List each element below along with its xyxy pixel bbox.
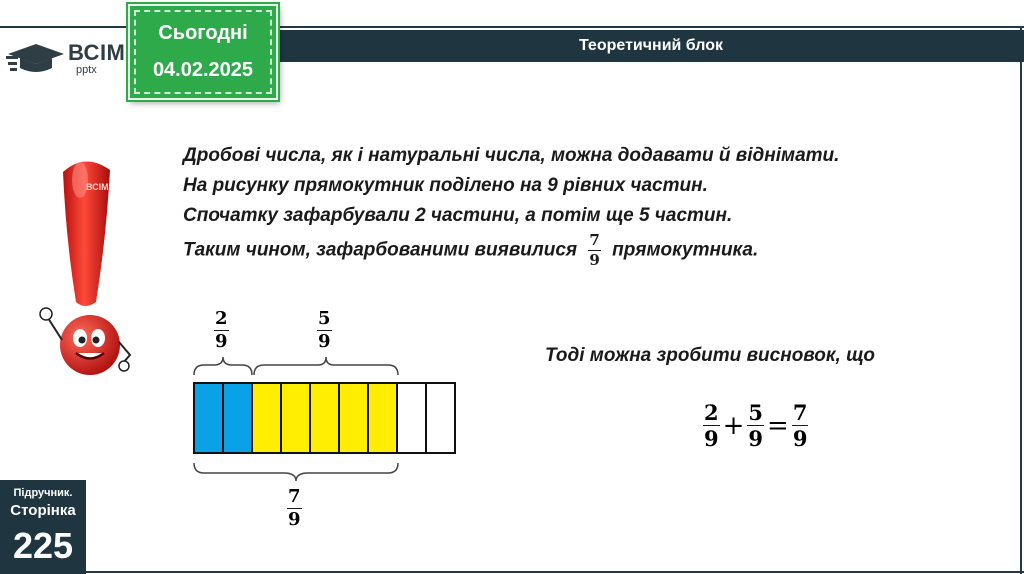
graduation-cap-icon bbox=[6, 42, 68, 78]
equation-result-numerator: 7 bbox=[792, 400, 808, 425]
paragraph-line-1: Дробові числа, як і натуральні числа, можна додавати й віднімати. bbox=[183, 145, 840, 166]
top-right-fraction-numerator: 5 bbox=[318, 308, 331, 329]
top-right-fraction-denominator: 9 bbox=[318, 331, 331, 352]
bar-cell bbox=[194, 383, 223, 453]
equation-term-b bbox=[747, 402, 764, 449]
page-label: Сторінка bbox=[10, 502, 76, 519]
bar-cell bbox=[426, 383, 455, 453]
exclamation-mascot-icon bbox=[30, 150, 140, 380]
paragraph-line-2: На рисунку прямокутник поділено на 9 рівних частин. bbox=[183, 175, 708, 196]
textbook-label: Підручник. bbox=[13, 487, 73, 499]
bar-cell bbox=[397, 383, 426, 453]
plus-sign: + bbox=[722, 410, 745, 441]
logo-subtext: pptx bbox=[76, 64, 97, 76]
top-left-fraction bbox=[214, 310, 229, 351]
equation-term-b-numerator: 5 bbox=[748, 400, 764, 425]
conclusion-text: Тоді можна зробити висновок, що bbox=[545, 345, 875, 366]
bar-cell bbox=[252, 383, 281, 453]
date-badge-label: Сьогодні bbox=[158, 22, 248, 44]
equation bbox=[703, 402, 808, 449]
equation-result bbox=[792, 402, 809, 449]
paragraph-line-3: Спочатку зафарбували 2 частини, а потім ще 5 частин. bbox=[183, 205, 733, 226]
section-title-bar bbox=[278, 30, 1024, 62]
bottom-fraction bbox=[287, 488, 302, 529]
bar-cell bbox=[223, 383, 252, 453]
bottom-brace bbox=[194, 463, 398, 481]
date-badge bbox=[128, 4, 278, 100]
bottom-fraction-numerator: 7 bbox=[288, 486, 301, 507]
paragraph-line-4-start: Таким чином, зафарбованими виявилися bbox=[183, 239, 578, 261]
equals-sign: = bbox=[767, 410, 789, 441]
logo-text: ВСІМ bbox=[68, 40, 126, 65]
bar-cell bbox=[339, 383, 368, 453]
equation-term-a-denominator: 9 bbox=[704, 426, 719, 451]
logo bbox=[6, 38, 126, 78]
frame-bottom-line bbox=[0, 571, 1024, 573]
paragraph-line-4-end: прямокутника. bbox=[612, 239, 759, 261]
equation-result-denominator: 9 bbox=[792, 426, 808, 451]
bottom-fraction-denominator: 9 bbox=[288, 509, 301, 530]
mascot-badge-text: ВСІМ bbox=[86, 182, 109, 192]
textbook-page-badge bbox=[0, 480, 86, 574]
bar-cell bbox=[281, 383, 310, 453]
section-title: Теоретичний блок bbox=[578, 37, 724, 54]
inline-fraction-numerator: 7 bbox=[589, 231, 600, 249]
inline-fraction bbox=[588, 233, 600, 268]
inline-fraction-denominator: 9 bbox=[589, 251, 600, 269]
bar-cell bbox=[310, 383, 339, 453]
top-right-fraction bbox=[317, 310, 332, 351]
equation-term-b-denominator: 9 bbox=[748, 426, 764, 451]
page-number: 225 bbox=[12, 525, 74, 566]
equation-term-a bbox=[703, 402, 720, 449]
equation-term-a-numerator: 2 bbox=[704, 400, 719, 425]
frame-right-line bbox=[1020, 26, 1022, 574]
paragraph-line-4 bbox=[183, 233, 758, 268]
date-badge-date: 04.02.2025 bbox=[152, 59, 254, 81]
top-left-fraction-numerator: 2 bbox=[215, 308, 228, 329]
top-left-fraction-denominator: 9 bbox=[215, 331, 228, 352]
bar-cell bbox=[368, 383, 397, 453]
top-right-brace bbox=[254, 357, 398, 375]
top-left-brace bbox=[194, 357, 252, 375]
